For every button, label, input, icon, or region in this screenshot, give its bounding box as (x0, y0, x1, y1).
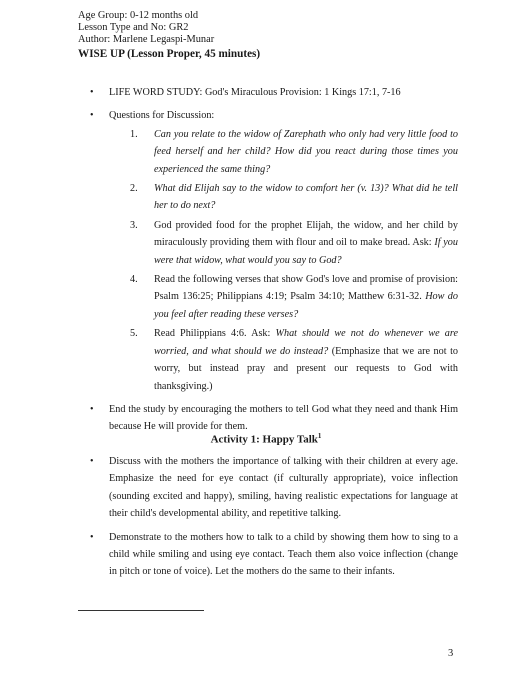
question-number: 5. (130, 328, 138, 340)
question-italic-text: How do you feel after reading these verses? (154, 291, 458, 320)
activity-bullet: • Discuss with the mothers the importance of talking with their children at every age. Emphasize the need for eye contact (if culturally appropriate), voice inflection (sounding excited and happy), smiling, having realistic expectations for language at their child's developmental ability, and repetitive talking. (88, 453, 458, 523)
question-item (130, 180, 458, 215)
question-text: God provided food for the prophet Elijah, the widow, and her child by miraculously providing them with flour and oil to make bread. Ask: (154, 219, 458, 249)
closing-bullet: • End the study by encouraging the mothers to tell God what they need and thank Him because He will provide for them. (88, 401, 458, 436)
question-number: 1. (130, 128, 138, 140)
questions-bullet (88, 107, 458, 395)
lesson-type-line: Lesson Type and No: GR2 (78, 22, 189, 34)
questions-list (130, 126, 458, 395)
question-item (130, 271, 458, 323)
footnote-divider (78, 610, 204, 611)
page-number: 3 (448, 648, 454, 659)
question-item (130, 126, 458, 178)
activity-bullet: • Demonstrate to the mothers how to talk to a child by showing them how to sing to a child while smiling and using eye contact. Teach them also voice inflection (change in pitch or tone of voice). Let the mothers do the same to their infants. (88, 529, 458, 581)
question-item (130, 325, 458, 395)
question-note: (Emphasize that we are not to worry, but instead pray and present our requests to God with thanksgiving.) (154, 345, 458, 392)
activity-title (0, 432, 532, 446)
question-number: 3. (130, 219, 138, 231)
question-text: Read the following verses that show God's love and promise of provision: Psalm 136:25; Philippians 4:19; Psalm 34:10; Matthew 6:31-32. (154, 274, 458, 303)
document-header (78, 10, 260, 61)
section-title: WISE UP (Lesson Proper, 45 minutes) (78, 47, 261, 60)
question-italic-text: What should we not do whenever we are worried, and what should we do instead? (154, 328, 459, 357)
age-group-line: Age Group: 0-12 months old (78, 10, 199, 21)
activity-bullets (88, 453, 458, 587)
footnote-marker: 1 (317, 432, 322, 440)
activity-title-text: Activity 1: Happy Talk (210, 433, 318, 446)
question-italic-text: If you were that widow, what would you say to God? (154, 237, 458, 266)
questions-heading: Questions for Discussion: (109, 110, 215, 122)
lesson-bullets (88, 84, 458, 442)
question-number: 2. (130, 183, 138, 195)
life-word-study-bullet: • LIFE WORD STUDY: God's Miraculous Provision: 1 Kings 17:1, 7-16 (88, 84, 458, 101)
question-item (130, 217, 458, 269)
question-text: Can you relate to the widow of Zarephath who only had very little food to feed herself and her child? How did you react during those times you experienced the same thing? (154, 128, 458, 175)
question-text: What did Elijah say to the widow to comfort her (v. 13)? What did he tell her to do next? (154, 183, 458, 212)
author-line: Author: Marlene Legaspi-Munar (78, 34, 215, 46)
question-text: Read Philippians 4:6. Ask: (154, 328, 276, 340)
question-number: 4. (130, 274, 138, 286)
